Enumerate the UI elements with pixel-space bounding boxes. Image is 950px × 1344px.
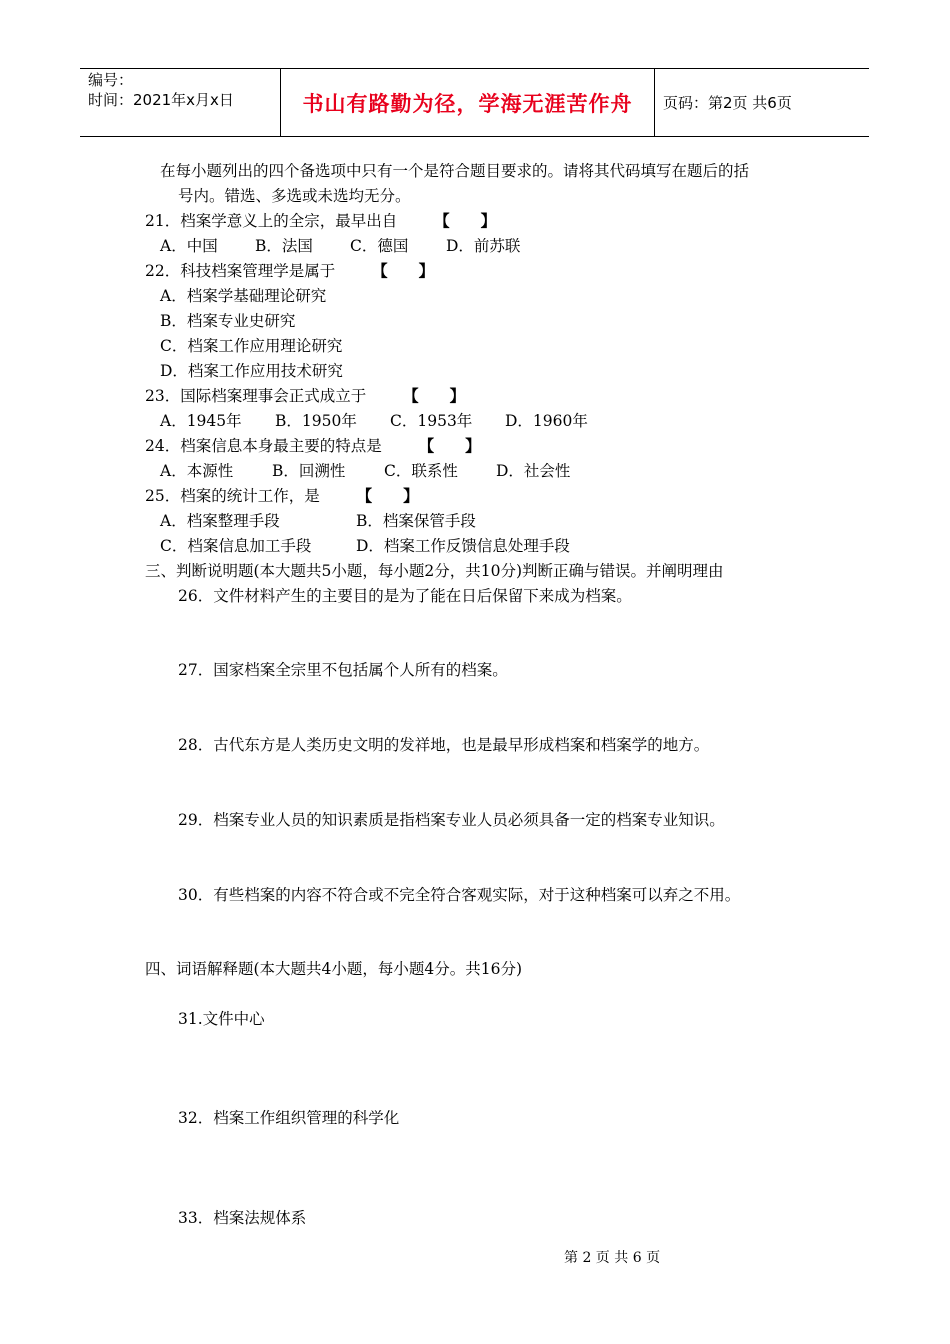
answer-bracket: 【 】 [356,486,419,505]
question-22 [145,261,434,281]
option-21-a: A．中国 [160,237,218,255]
question-text: 23．国际档案理事会正式成立于 [145,387,367,405]
header-page-label: 页码：第2页 共6页 [663,94,792,112]
option-21-b: B．法国 [255,237,313,255]
option-25-c: C．档案信息加工手段 [160,537,312,555]
option-23-b: B．1950年 [275,412,357,430]
question-28: 28．古代东方是人类历史文明的发祥地，也是最早形成档案和档案学的地方。 [178,736,710,754]
instructions-line-2: 号内。错选、多选或未选均无分。 [178,187,411,205]
page-footer: 第 2 页 共 6 页 [564,1250,661,1266]
option-24-d: D．社会性 [496,462,571,480]
question-text: 21．档案学意义上的全宗，最早出自 [145,212,398,230]
question-29: 29．档案专业人员的知识素质是指档案专业人员必须具备一定的档案专业知识。 [178,811,725,829]
question-24 [145,436,481,456]
question-23 [145,386,465,406]
question-31: 31.文件中心 [178,1010,265,1028]
option-24-c: C．联系性 [384,462,458,480]
section-3-title: 三、判断说明题(本大题共5小题，每小题2分，共10分)判断正确与错误。并阐明理由 [145,562,724,580]
question-text: 24．档案信息本身最主要的特点是 [145,437,382,455]
answer-bracket: 【 】 [418,436,481,455]
option-21-c: C．德国 [350,237,409,255]
option-25-d: D．档案工作反馈信息处理手段 [356,537,570,555]
question-30: 30．有些档案的内容不符合或不完全符合客观实际，对于这种档案可以弃之不用。 [178,886,741,904]
question-33: 33．档案法规体系 [178,1209,307,1227]
header-motto: 书山有路勤为径，学海无涯苦作舟 [281,69,655,136]
option-22-a: A．档案学基础理论研究 [160,287,327,305]
instructions-line-1: 在每小题列出的四个备选项中只有一个是符合题目要求的。请将其代码填写在题后的括 [160,162,750,180]
page-header [80,68,869,137]
question-26: 26．文件材料产生的主要目的是为了能在日后保留下来成为档案。 [178,587,632,605]
option-24-a: A．本源性 [160,462,234,480]
option-25-a: A．档案整理手段 [160,512,280,530]
time-label: 时间：2021年x月x日 [88,91,234,109]
option-22-b: B．档案专业史研究 [160,312,296,330]
answer-bracket: 【 】 [372,261,435,280]
option-21-d: D．前苏联 [446,237,521,255]
option-23-d: D．1960年 [505,412,588,430]
option-25-b: B．档案保管手段 [356,512,476,530]
answer-bracket: 【 】 [403,386,466,405]
question-32: 32．档案工作组织管理的科学化 [178,1109,400,1127]
question-text: 22．科技档案管理学是属于 [145,262,336,280]
option-22-d: D．档案工作应用技术研究 [160,362,343,380]
question-21 [145,211,496,231]
option-23-c: C．1953年 [390,412,473,430]
option-23-a: A．1945年 [160,412,242,430]
option-22-c: C．档案工作应用理论研究 [160,337,343,355]
answer-bracket: 【 】 [434,211,497,230]
question-text: 25．档案的统计工作，是 [145,487,320,505]
question-25 [145,486,419,506]
question-27: 27．国家档案全宗里不包括属个人所有的档案。 [178,661,508,679]
number-label: 编号： [88,71,134,89]
header-meta [80,69,281,136]
option-24-b: B．回溯性 [272,462,346,480]
section-4-title: 四、词语解释题(本大题共4小题，每小题4分。共16分) [145,960,523,978]
